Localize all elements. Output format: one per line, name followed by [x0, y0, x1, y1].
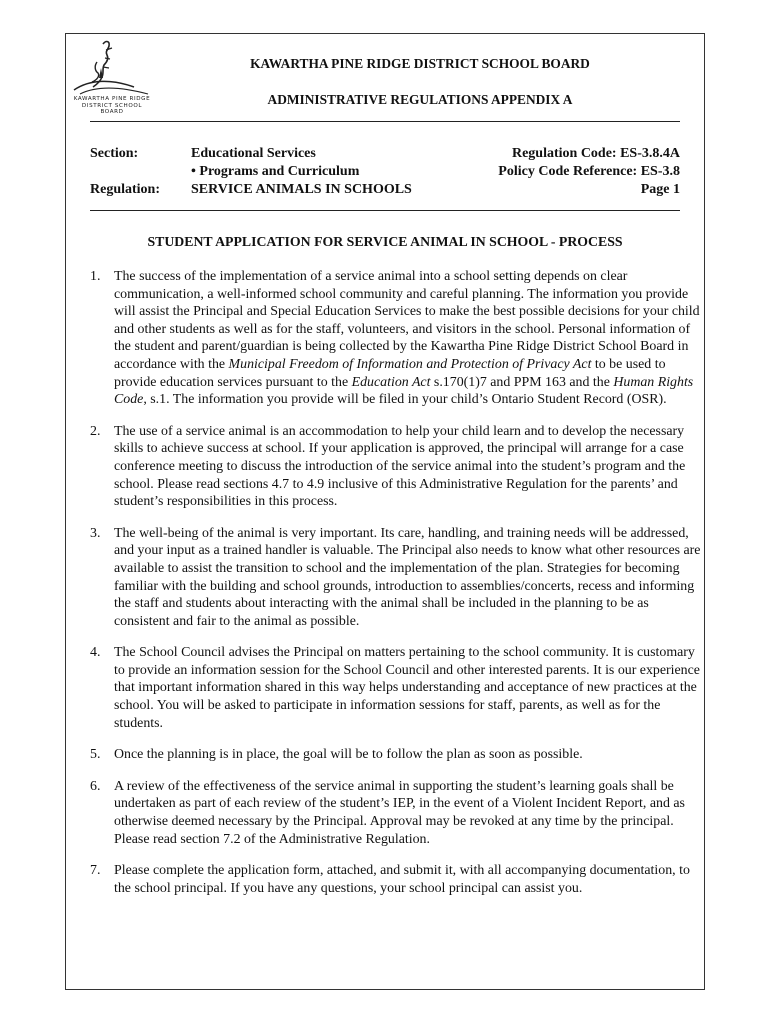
regulation-value: SERVICE ANIMALS IN SCHOOLS — [191, 182, 412, 197]
list-item — [90, 644, 706, 732]
list-item — [90, 746, 706, 764]
list-item-text: Once the planning is in place, the goal will be to follow the plan as soon as possible. — [114, 747, 583, 763]
section-label: Section: — [90, 146, 139, 161]
list-item — [90, 268, 706, 409]
logo-text-line1: KAWARTHA PINE RIDGE — [73, 96, 151, 102]
list-item — [90, 862, 706, 897]
list-item-number: 6. — [90, 778, 101, 794]
section-value: Educational Services — [191, 146, 316, 161]
list-item-number: 7. — [90, 863, 101, 879]
list-item — [90, 423, 706, 511]
header-divider-top — [90, 121, 680, 122]
list-item-text: The use of a service animal is an accommodation to help your child learn and to develop the necessary skills to achieve success at school. If your application is approved, the principal will arrange for a case conference meeting to discuss the introduction of the service animal into the student’s program and the school. Please read sections 4.7 to 4.9 inclusive of this Administrative Regulation for the parents’ and student’s responsibilities in this process. — [114, 423, 686, 510]
appendix-heading: ADMINISTRATIVE REGULATIONS APPENDIX A — [267, 92, 573, 107]
header-divider-bottom — [90, 210, 680, 211]
policy-code-reference: Policy Code Reference: ES-3.8 — [498, 164, 680, 179]
board-name-heading: KAWARTHA PINE RIDGE DISTRICT SCHOOL BOARD — [250, 56, 590, 71]
process-steps-list — [90, 268, 706, 911]
list-item — [90, 778, 706, 848]
list-item-number: 4. — [90, 645, 101, 661]
education-act-citation: Education Act — [351, 374, 431, 390]
logo-text-line2: DISTRICT SCHOOL BOARD — [81, 103, 143, 115]
human-rights-code-citation: Human Rights Code — [114, 374, 694, 408]
regulation-label: Regulation: — [90, 182, 160, 197]
list-item-number: 1. — [90, 269, 101, 284]
list-item-text: The School Council advises the Principal on matters pertaining to the school community. It is customary to provide an information session for the School Council and other interested parents. It is our experience that important information shared in this way helps understanding and acceptance of new practices at the school. You will be asked to participate in information sessions for staff, parents, as well as for the students. — [114, 645, 700, 731]
list-item-text: The success of the implementation of a service animal into a school setting depends on clear communication, a well-informed school community and careful planning. The information you provide will assist the Principal and Special Education Services to make the best possible decisions for your child and other students as well as for the staff, volunteers, and visitors in the school. Personal information of the student and parent/guardian is being collected by the Kawartha Pine Ridge District School Board in accordance with the Municipal Freedom of Information and Protection of Privacy Act to be used to provide education services pursuant to the Education Act s.170(1)7 and PPM 163 and the Human Rights Code, s.1. The information you provide will be filed in your child’s Ontario Student Record (OSR). — [114, 269, 700, 408]
list-item — [90, 525, 706, 631]
section-subvalue: • Programs and Curriculum — [191, 164, 360, 179]
page-number: Page 1 — [640, 182, 680, 197]
document-title: STUDENT APPLICATION FOR SERVICE ANIMAL IN SCHOOL - PROCESS — [147, 234, 623, 249]
list-item-number: 5. — [90, 747, 101, 763]
regulation-code: Regulation Code: ES-3.8.4A — [511, 146, 680, 161]
list-item-number: 3. — [90, 525, 101, 541]
list-item-text: Please complete the application form, attached, and submit it, with all accompanying documentation, to the school principal. If you have any questions, your school principal can assist you. — [114, 863, 690, 896]
list-item-text: A review of the effectiveness of the service animal in supporting the student’s learning goals shall be undertaken as part of each review of the student’s IEP, in the event of a Violent Incident Report, and as otherwise deemed necessary by the Principal. Approval may be revoked at any time by the principal. Please read section 7.2 of the Administrative Regulation. — [114, 778, 685, 847]
mfippa-citation: Municipal Freedom of Information and Protection of Privacy Act — [228, 356, 592, 372]
list-item-text: The well-being of the animal is very important. Its care, handling, and training needs will be addressed, and your input as a trained handler is valuable. The Principal also needs to know what other resources are available to assist the transition to school and the implementation of the plan. Strategies for becoming familiar with the building and school grounds, introduction to assemblies/concerts, recess and informing the staff and students about interacting with the animal shall be included in the planning to be as consistent and fair to the animal as possible. — [114, 525, 701, 629]
list-item-number: 2. — [90, 423, 101, 439]
